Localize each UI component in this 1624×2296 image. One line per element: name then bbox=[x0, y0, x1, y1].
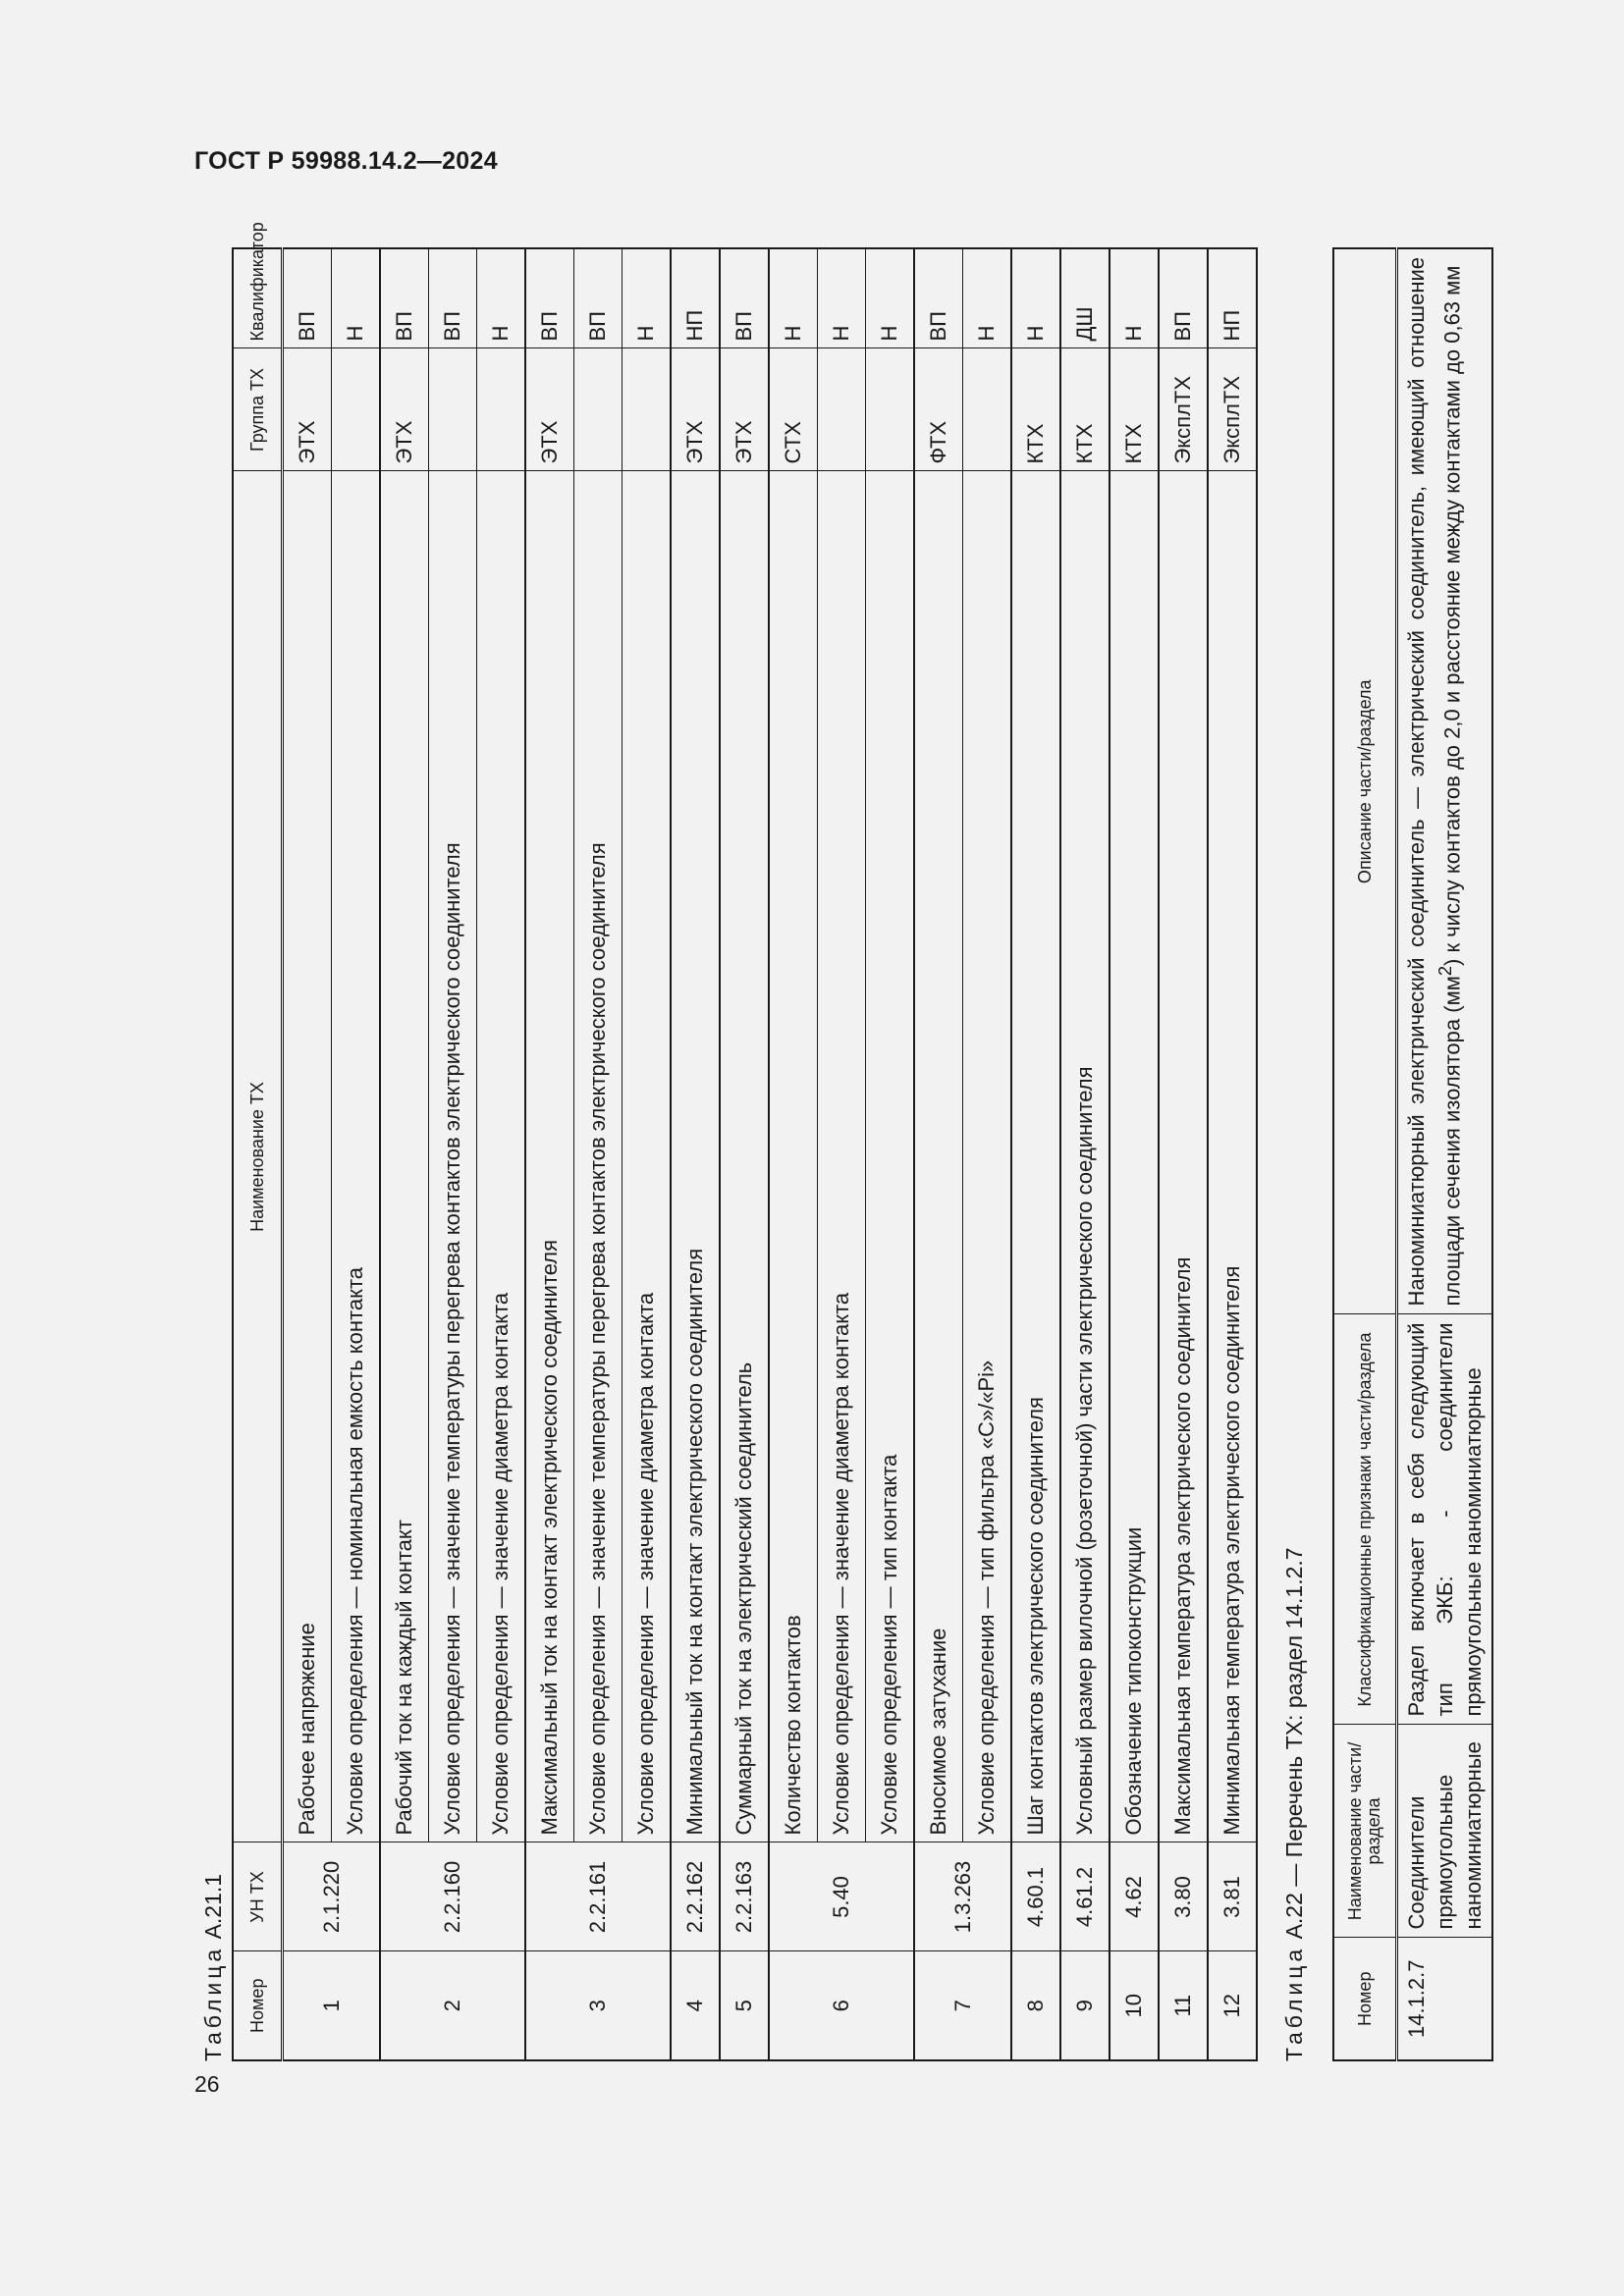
table-row bbox=[477, 248, 526, 2060]
header-section-name: Наименование части/раздела bbox=[1333, 1725, 1397, 1938]
table-row bbox=[1060, 248, 1110, 2060]
rotated-content bbox=[200, 222, 1502, 2061]
cell-un: 2.1.220 bbox=[283, 1842, 381, 1951]
cell-group bbox=[477, 348, 526, 471]
table-row bbox=[1110, 248, 1159, 2060]
cell-qual: ВП bbox=[720, 248, 769, 348]
table-row bbox=[1159, 248, 1208, 2060]
description-text-end: ) к числу контактов до 2,0 и расстояние между контактами до 0,63 мм bbox=[1439, 265, 1465, 966]
table-row bbox=[623, 248, 672, 2060]
table-row bbox=[380, 248, 429, 2060]
cell-name: Суммарный ток на электрический соединитель bbox=[720, 471, 769, 1842]
table-a22 bbox=[1332, 247, 1493, 2061]
cell-qual: Н bbox=[1110, 248, 1159, 348]
page-number: 26 bbox=[194, 2071, 220, 2097]
cell-group: ЭТХ bbox=[671, 348, 720, 471]
cell-group: ФТХ bbox=[914, 348, 963, 471]
cell-name: Шаг контактов электрического соединителя bbox=[1011, 471, 1060, 1842]
table-row bbox=[429, 248, 477, 2060]
cell-num: 6 bbox=[769, 1951, 914, 2060]
table-row bbox=[1011, 248, 1060, 2060]
cell-un: 5.40 bbox=[769, 1842, 914, 1951]
cell-group: ЭТХ bbox=[380, 348, 429, 471]
cell-group: КТХ bbox=[1110, 348, 1159, 471]
cell-group: ЭТХ bbox=[283, 348, 332, 471]
table1-caption bbox=[200, 1874, 227, 2061]
cell-group: ЭксплТХ bbox=[1208, 348, 1257, 471]
cell-qual: Н bbox=[332, 248, 381, 348]
header-group: Группа ТХ bbox=[233, 348, 283, 471]
table2-caption bbox=[1281, 1547, 1308, 2061]
section-description bbox=[1397, 248, 1493, 1314]
cell-group bbox=[332, 348, 381, 471]
table-row bbox=[1397, 248, 1493, 2060]
cell-num: 8 bbox=[1011, 1951, 1060, 2060]
cell-name: Условие определения — значение диаметра контакта bbox=[818, 471, 866, 1842]
cell-un: 3.80 bbox=[1159, 1842, 1208, 1951]
table2-caption-rest: А.22 — Перечень ТХ: раздел 14.1.2.7 bbox=[1281, 1547, 1307, 1940]
cell-num: 4 bbox=[671, 1951, 720, 2060]
cell-num: 9 bbox=[1060, 1951, 1110, 2060]
cell-name: Вносимое затухание bbox=[914, 471, 963, 1842]
cell-name: Условие определения — тип фильтра «C»/«Pi» bbox=[963, 471, 1012, 1842]
table-row bbox=[769, 248, 818, 2060]
table-row bbox=[818, 248, 866, 2060]
cell-qual: Н bbox=[477, 248, 526, 348]
cell-group bbox=[818, 348, 866, 471]
cell-qual: Н bbox=[1011, 248, 1060, 348]
cell-qual: ВП bbox=[429, 248, 477, 348]
cell-un: 2.2.161 bbox=[525, 1842, 671, 1951]
cell-un: 4.60.1 bbox=[1011, 1842, 1060, 1951]
cell-group bbox=[866, 348, 915, 471]
cell-num: 2 bbox=[380, 1951, 525, 2060]
cell-qual: ВП bbox=[380, 248, 429, 348]
cell-group bbox=[429, 348, 477, 471]
cell-un: 1.3.263 bbox=[914, 1842, 1011, 1951]
header-name: Наименование ТХ bbox=[233, 471, 283, 1842]
table-row bbox=[963, 248, 1012, 2060]
cell-name: Обозначение типоконструкции bbox=[1110, 471, 1159, 1842]
cell-num: 10 bbox=[1110, 1951, 1159, 2060]
table1-header-row bbox=[233, 248, 283, 2060]
cell-group bbox=[963, 348, 1012, 471]
cell-un: 4.62 bbox=[1110, 1842, 1159, 1951]
cell-qual: ВП bbox=[574, 248, 623, 348]
section-classification: Раздел включает в себя следующий тип ЭКБ: - соединители прямоугольные наноминиатюрные bbox=[1397, 1314, 1493, 1725]
cell-group: ЭксплТХ bbox=[1159, 348, 1208, 471]
header-num: Номер bbox=[233, 1951, 283, 2060]
cell-name: Условие определения — значение температуры перегрева контактов электрического соединителя bbox=[429, 471, 477, 1842]
table-row bbox=[574, 248, 623, 2060]
cell-name: Условие определения — значение температуры перегрева контактов электрического соединителя bbox=[574, 471, 623, 1842]
cell-name: Условие определения — значение диаметра контакта bbox=[477, 471, 526, 1842]
document-header: ГОСТ Р 59988.14.2—2024 bbox=[194, 147, 498, 175]
cell-name: Минимальный ток на контакт электрического соединителя bbox=[671, 471, 720, 1842]
cell-name: Количество контактов bbox=[769, 471, 818, 1842]
cell-name: Максимальный ток на контакт электрического соединителя bbox=[525, 471, 574, 1842]
cell-name: Рабочий ток на каждый контакт bbox=[380, 471, 429, 1842]
cell-un: 2.2.160 bbox=[380, 1842, 525, 1951]
table1-caption-prefix: Таблица bbox=[200, 1945, 226, 2061]
cell-un: 2.2.163 bbox=[720, 1842, 769, 1951]
cell-group: СТХ bbox=[769, 348, 818, 471]
cell-name: Условие определения — тип контакта bbox=[866, 471, 915, 1842]
header-qual: Квалификатор bbox=[233, 248, 283, 348]
cell-group: КТХ bbox=[1060, 348, 1110, 471]
table1-body bbox=[283, 248, 1258, 2060]
cell-un: 3.81 bbox=[1208, 1842, 1257, 1951]
table-row bbox=[914, 248, 963, 2060]
table2-header-row bbox=[1333, 248, 1397, 2060]
cell-group bbox=[623, 348, 672, 471]
cell-qual: НП bbox=[671, 248, 720, 348]
header-num: Номер bbox=[1333, 1938, 1397, 2060]
table-row bbox=[866, 248, 915, 2060]
cell-num: 5 bbox=[720, 1951, 769, 2060]
cell-qual: Н bbox=[623, 248, 672, 348]
cell-group: ЭТХ bbox=[525, 348, 574, 471]
section-name: Соединители прямоугольные наноминиатюрные bbox=[1397, 1725, 1493, 1938]
cell-qual: Н bbox=[963, 248, 1012, 348]
section-number: 14.1.2.7 bbox=[1397, 1938, 1493, 2060]
cell-num: 12 bbox=[1208, 1951, 1257, 2060]
cell-qual: ВП bbox=[525, 248, 574, 348]
header-classification: Классификационные признаки части/раздела bbox=[1333, 1314, 1397, 1725]
table-row bbox=[283, 248, 332, 2060]
table-a21-1 bbox=[232, 222, 1258, 2061]
header-description: Описание части/раздела bbox=[1333, 248, 1397, 1314]
table2-caption-prefix: Таблица bbox=[1281, 1945, 1307, 2061]
cell-name: Минимальная температура электрического соединителя bbox=[1208, 471, 1257, 1842]
cell-un: 4.61.2 bbox=[1060, 1842, 1110, 1951]
cell-group: КТХ bbox=[1011, 348, 1060, 471]
cell-qual: Н bbox=[866, 248, 915, 348]
description-text: Наноминиатюрный электрический соединитель — электрический соединитель, имеющий отношение площади сечения изолятора (мм bbox=[1404, 257, 1465, 1307]
cell-qual: Н bbox=[818, 248, 866, 348]
cell-num: 11 bbox=[1159, 1951, 1208, 2060]
description-superscript: 2 bbox=[1435, 965, 1455, 977]
table-row bbox=[671, 248, 720, 2060]
cell-qual: ДШ bbox=[1060, 248, 1110, 348]
header-un: УН ТХ bbox=[233, 1842, 283, 1951]
cell-qual: НП bbox=[1208, 248, 1257, 348]
cell-group bbox=[574, 348, 623, 471]
cell-num: 1 bbox=[283, 1951, 381, 2060]
cell-name: Максимальная температура электрического соединителя bbox=[1159, 471, 1208, 1842]
cell-group: ЭТХ bbox=[720, 348, 769, 471]
cell-name: Рабочее напряжение bbox=[283, 471, 332, 1842]
cell-num: 3 bbox=[525, 1951, 671, 2060]
cell-qual: ВП bbox=[283, 248, 332, 348]
cell-qual: ВП bbox=[1159, 248, 1208, 348]
cell-un: 2.2.162 bbox=[671, 1842, 720, 1951]
cell-name: Условие определения — номинальная емкость контакта bbox=[332, 471, 381, 1842]
table-row bbox=[720, 248, 769, 2060]
cell-name: Условный размер вилочной (розеточной) части электрического соединителя bbox=[1060, 471, 1110, 1842]
cell-name: Условие определения — значение диаметра контакта bbox=[623, 471, 672, 1842]
cell-qual: ВП bbox=[914, 248, 963, 348]
cell-qual: Н bbox=[769, 248, 818, 348]
table-row bbox=[332, 248, 381, 2060]
table1-caption-id: А.21.1 bbox=[200, 1873, 226, 1940]
cell-num: 7 bbox=[914, 1951, 1011, 2060]
table-row bbox=[525, 248, 574, 2060]
table-row bbox=[1208, 248, 1257, 2060]
